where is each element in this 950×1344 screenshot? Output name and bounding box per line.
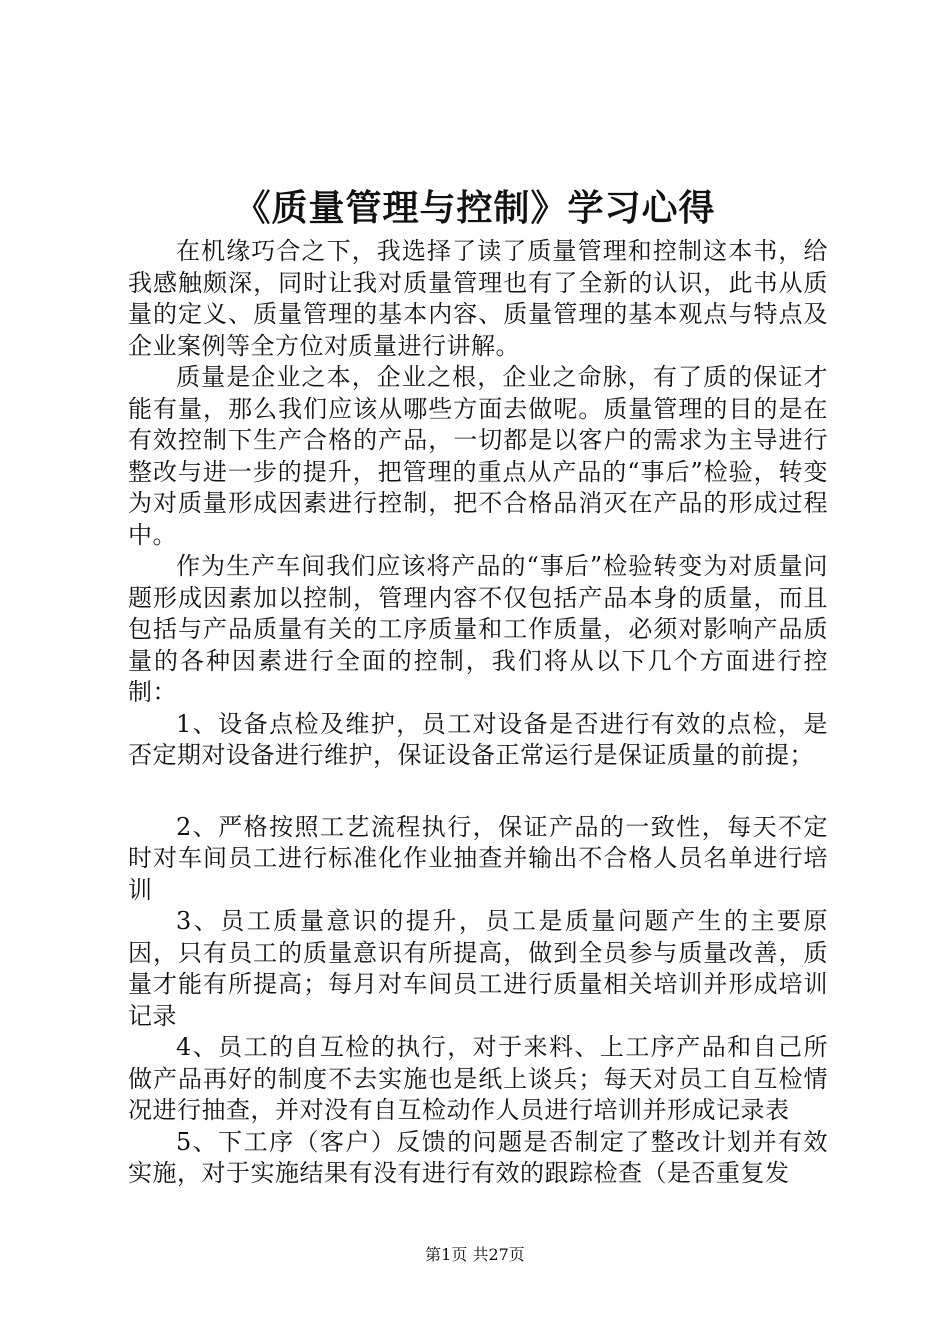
list-item-equipment: 1、设备点检及维护，员工对设备是否进行有效的点检，是否定期对设备进行维护，保证设备正常运行是保证质量的前提； (128, 709, 828, 769)
list-item-self-inspection: 4、员工的自互检的执行，对于来料、上工序产品和自己所做产品再好的制度不去实施也是纸上谈兵；每天对员工自互检情况进行抽查，并对没有自互检动作人员进行培训并形成记录表 (128, 1033, 828, 1124)
list-item-feedback: 5、下工序（客户）反馈的问题是否制定了整改计划并有效实施，对于实施结果有没有进行有效的跟踪检查（是否重复发 (128, 1127, 828, 1187)
list-item-process: 2、严格按照工艺流程执行，保证产品的一致性，每天不定时对车间员工进行标准化作业抽查并输出不合格人员名单进行培训 (128, 812, 828, 904)
page-number-footer: 第1页 共27页 (425, 1245, 525, 1264)
paragraph-workshop-control: 作为生产车间我们应该将产品的“事后”检验转变为对质量问题形成因素加以控制，管理内容不仅包括产品本身的质量，而且包括与产品质量有关的工序质量和工作质量，必须对影响产品质量的各种因素进行全面的控制，我们将从以下几个方面进行控制： (128, 552, 828, 706)
list-item-awareness: 3、员工质量意识的提升，员工是质量问题产生的主要原因，只有员工的质量意识有所提高，做到全员参与质量改善，质量才能有所提高；每月对车间员工进行质量相关培训并形成培训记录 (128, 907, 828, 1030)
document-title: 《质量管理与控制》学习心得 (234, 187, 716, 229)
document-body (128, 236, 828, 1190)
paragraph-intro: 在机缘巧合之下，我选择了读了质量管理和控制这本书，给我感触颇深，同时让我对质量管理也有了全新的认识，此书从质量的定义、质量管理的基本内容、质量管理的基本观点与特点及企业案例等全方位对质量进行讲解。 (128, 237, 828, 360)
paragraph-quality-importance: 质量是企业之本，企业之根，企业之命脉，有了质的保证才能有量，那么我们应该从哪些方面去做呢。质量管理的目的是在有效控制下生产合格的产品，一切都是以客户的需求为主导进行整改与进一步的提升，把管理的重点从产品的“事后”检验，转变为对质量形成因素进行控制，把不合格品消灭在产品的形成过程中。 (128, 363, 828, 549)
